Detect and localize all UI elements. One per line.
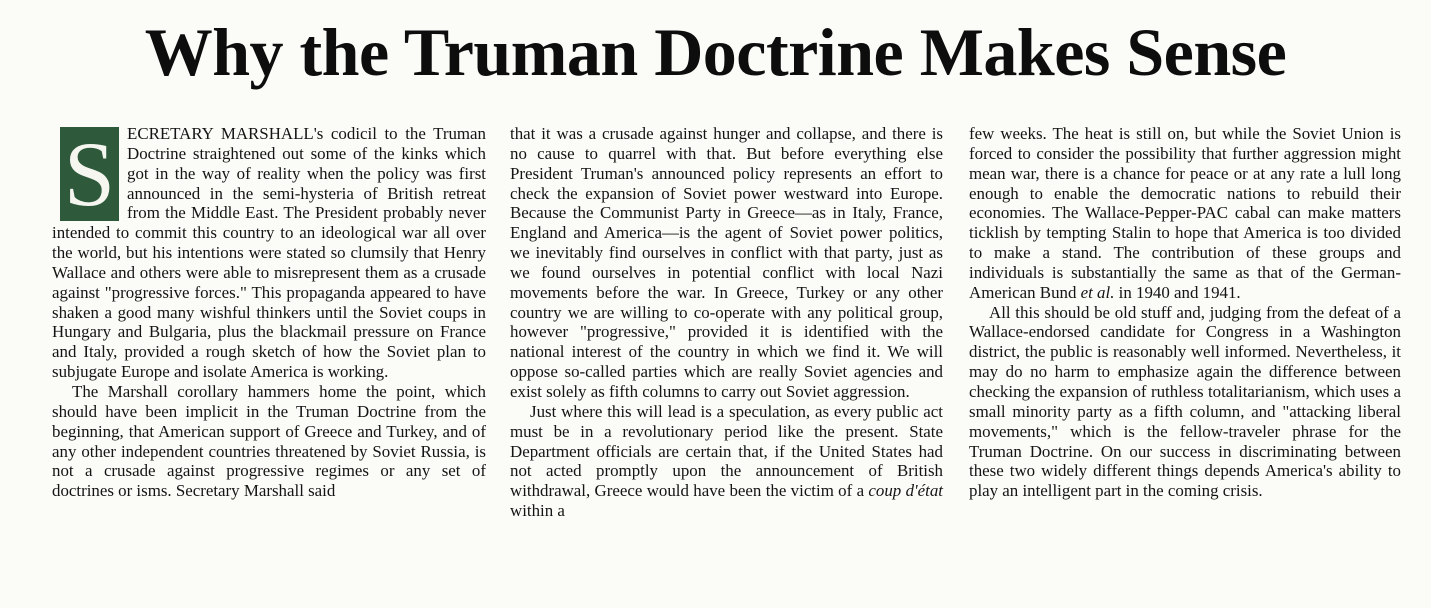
column-3 [969,124,1401,501]
paragraph-text: Just where this will lead is a speculation, as every public act must be in a revolutionary period like the present. State Department officials are certain that, if the United States had not acted promptly upon the announcement of British withdrawal, Greece would have been the victim of a [510,401,943,501]
paragraph-text: in 1940 and 1941. [1114,282,1241,302]
paragraph: The Marshall corollary hammers home the point, which should have been implicit in the Truman Doctrine from the beginning, that American support of Greece and Turkey, and of any other independent countries threatened by Soviet Russia, is not a crusade against progressive regimes or any set of doctrines or isms. Secretary Marshall said [52,381,486,501]
italic-phrase: coup d'état [868,481,943,501]
paragraph-text: within a [510,501,565,521]
column-2 [510,124,943,521]
paragraph-text: few weeks. The heat is still on, but while the Soviet Union is forced to consider the possibility that further aggression might mean war, there is a chance for peace or at any rate a lull long enough to enable the democratic nations to rebuild their economies. The Wallace-Pepper-PAC cabal can make matters ticklish by tempting Stalin to hope that America is too divided to make a stand. The contribution of these groups and individuals is substantially the same as that of the German-American Bund [969,124,1401,302]
column-1 [52,124,486,501]
paragraph [52,124,486,382]
article-headline: Why the Truman Doctrine Makes Sense [144,14,1287,90]
paragraph: All this should be old stuff and, judging from the defeat of a Wallace-endorsed candidate for Congress in a Washington district, the public is reasonably well informed. Nevertheless, it may do no harm to emphasize again the difference between checking the expansion of ruthless totalitarianism, which uses a small minority party as a fifth column, and "attacking liberal movements," which is the fellow-traveler phrase for the Truman Doctrine. On our success in discriminating between these two widely different things depends America's ability to play an intelligent part in the coming crisis. [969,302,1401,501]
italic-phrase: et al. [1080,282,1115,302]
paragraph-text: ECRETARY MARSHALL's codicil to the Truman Doctrine straightened out some of the kinks which got in the way of reality when the policy was first announced in the semi-hysteria of British retreat from the Middle East. The President probably never intended to commit this country to an ideological war all over the world, but his intentions were stated so clumsily that Henry Wallace and others were able to misrepresent them as a crusade against "progressive forces." This propaganda appeared to have shaken a good many wishful thinkers until the Soviet coups in Hungary and Bulgaria, plus the blackmail pressure on France and Italy, provided a rough sketch of how the Soviet plan to subjugate Europe and isolate America is working. [52,124,486,382]
paragraph [969,124,1401,303]
drop-cap: S [60,127,119,221]
paragraph: that it was a crusade against hunger and collapse, and there is no cause to quarrel with that. But before everything else President Truman's announced policy represents an effort to check the expansion of Soviet power westward into Europe. Because the Communist Party in Greece—as in Italy, France, England and America—is the agent of Soviet power politics, we inevitably find ourselves in conflict with that party, just as we found ourselves in potential conflict with local Nazi movements before the war. In Greece, Turkey or any other country we are willing to co-operate with any political group, however "progressive," provided it is identified with the national interest of the country in which we find it. We will oppose so-called parties which are really Soviet agencies and exist solely as fifth columns to carry out Soviet aggression. [510,124,943,401]
paragraph [510,402,943,521]
